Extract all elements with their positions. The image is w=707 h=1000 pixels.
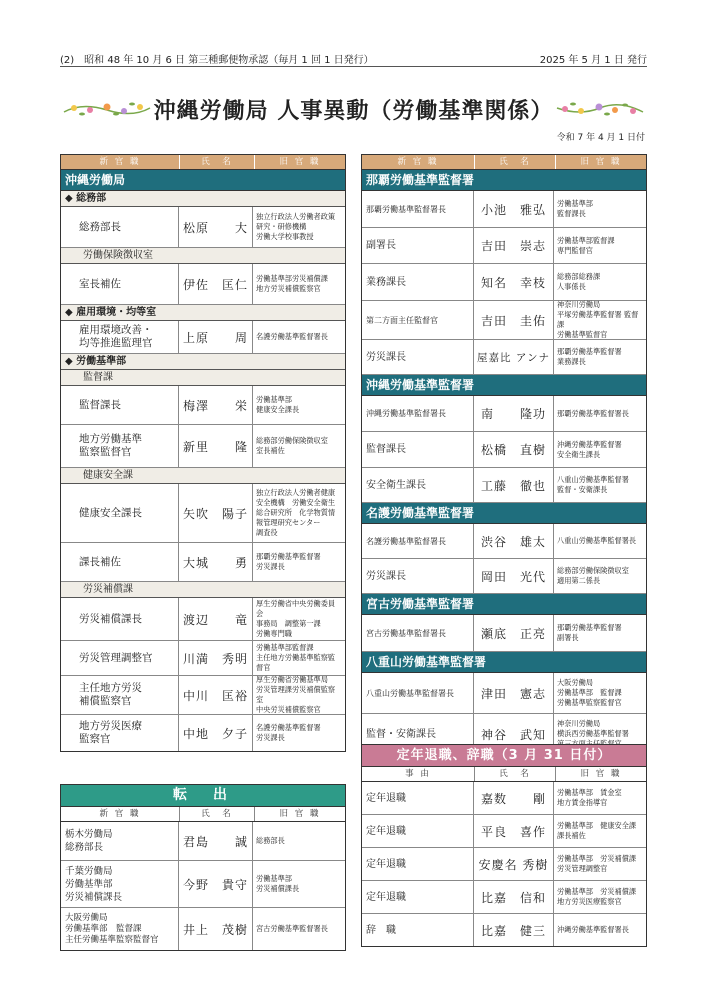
table-row: 健康安全課長 矢吹 陽子 独立行政法人労働者健康安全機構 労働安全衛生総合研究所 化学物質情報管理研究センター 調査役 xyxy=(61,484,345,543)
table-row: 地方労災医療 監察官 中地 夕子 名護労働基準監督署 労災課長 xyxy=(61,715,345,751)
right-appointment-table xyxy=(361,154,647,755)
table-row: 監督課長 梅澤 栄 労働基準部 健康安全課長 xyxy=(61,386,345,425)
table-row: 労災課長 屋嘉比 アンナ 那覇労働基準監督署 業務課長 xyxy=(362,340,646,375)
table-row: 辞 職 比嘉 健三 沖縄労働基準監督署長 xyxy=(362,914,646,946)
dept-labour-standards: ◆ 労働基準部 xyxy=(61,354,345,370)
table-row: 那覇労働基準監督署長 小池 雅弘 労働基準部 監督課長 xyxy=(362,191,646,228)
table-row: 労災補償課長 渡辺 竜 厚生労働省中央労働委員会 事務局 調整第一課 労働専門職 xyxy=(61,598,345,641)
table-header: 新 官 職 氏 名 旧 官 職 xyxy=(61,155,345,170)
transfer-table xyxy=(60,784,346,951)
left-appointment-table xyxy=(60,154,346,752)
table-row: 宮古労働基準監督署長 瀬底 正亮 那覇労働基準監督署 副署長 xyxy=(362,615,646,652)
table-row: 雇用環境改善・ 均等推進監理官 上原 周 名護労働基準監督署長 xyxy=(61,321,345,354)
office-miyako: 宮古労働基準監督署 xyxy=(362,594,646,615)
division-supervision: 監督課 xyxy=(61,370,345,386)
effective-date: 令和 7 年 4 月 1 日付 xyxy=(556,133,645,143)
retirement-title: 定年退職、辞職（3 月 31 日付） xyxy=(362,745,646,767)
table-row: 課長補佐 大城 勇 那覇労働基準監督署 労災課長 xyxy=(61,543,345,582)
table-row: 総務部長 松原 大 独立行政法人労働者政策研究・研修機構 労働大学校事教授 xyxy=(61,207,345,248)
table-header: 事 由 氏 名 旧 官 職 xyxy=(362,767,646,782)
office-insurance-collection: 労働保険徴収室 xyxy=(61,248,345,264)
transfer-title: 転 出 xyxy=(61,785,345,807)
table-row: 八重山労働基準監督署長 津田 憲志 大阪労働局 労働基準部 監督課 労働基準監察監督官 xyxy=(362,673,646,714)
table-row: 副署長 吉田 崇志 労働基準部監督課 専門監督官 xyxy=(362,228,646,264)
table-row: 定年退職 比嘉 信和 労働基準部 労災補償課 地方労災医療監察官 xyxy=(362,881,646,914)
table-row: 業務課長 知名 幸枝 総務部総務課 人事係長 xyxy=(362,264,646,301)
table-row: 労災課長 岡田 光代 総務部労働保険徴収室 適用第二係長 xyxy=(362,559,646,594)
table-row: 定年退職 嘉数 剛 労働基準部 賃金室 地方賃金指導官 xyxy=(362,782,646,815)
office-nago: 名護労働基準監督署 xyxy=(362,503,646,524)
table-row: 主任地方労災 補償監察官 中川 匡裕 厚生労働省労働基準局 労災管理課労災補償監察室 中央労災補償監察官 xyxy=(61,676,345,715)
flower-ornament-icon xyxy=(555,98,645,120)
table-header: 新 官 職 氏 名 旧 官 職 xyxy=(61,807,345,822)
office-naha: 那覇労働基準監督署 xyxy=(362,170,646,191)
header-rule xyxy=(60,66,647,67)
section-okinawa-labour-bureau: 沖縄労働局 xyxy=(61,170,345,191)
retirement-table xyxy=(361,744,647,947)
header-right: 2025 年 5 月 1 日 発行 xyxy=(539,55,647,66)
table-row: 定年退職 安慶名 秀樹 労働基準部 労災補償課 労災管理調整官 xyxy=(362,848,646,881)
dept-employment-environment: ◆ 雇用環境・均等室 xyxy=(61,305,345,321)
dept-general-affairs: ◆ 総務部 xyxy=(61,191,345,207)
table-row: 監督・安衛課長 神谷 武知 神奈川労働局 横浜西労働基準監督署 xyxy=(362,714,646,754)
table-row: 安全衛生課長 工藤 徹也 八重山労働基準監督署 監督・安衛課長 xyxy=(362,468,646,503)
table-row: 監督課長 松橋 直樹 沖縄労働基準監督署 安全衛生課長 xyxy=(362,432,646,468)
header-left: (2) 昭和 48 年 10 月 6 日 第三種郵便物承認（毎月 1 回 1 日発行） xyxy=(60,55,374,66)
table-header: 新 官 職 氏 名 旧 官 職 xyxy=(362,155,646,170)
page-header xyxy=(60,51,647,66)
table-row: 地方労働基準 監察監督官 新里 隆 総務部労働保険徴収室 室長補佐 xyxy=(61,425,345,468)
division-workers-compensation: 労災補償課 xyxy=(61,582,345,598)
table-row: 沖縄労働基準監督署長 南 隆功 那覇労働基準監督署長 xyxy=(362,396,646,432)
office-okinawa: 沖縄労働基準監督署 xyxy=(362,375,646,396)
table-row: 定年退職 平良 喜作 労働基準部 健康安全課 課長補佐 xyxy=(362,815,646,848)
table-row: 千葉労働局 労働基準部 労災補償課長 今野 貴守 労働基準部 労災補償課長 xyxy=(61,861,345,908)
table-row: 大阪労働局 労働基準部 監督課 主任労働基準監察監督官 井上 茂樹 宮古労働基準監督署長 xyxy=(61,908,345,950)
division-health-safety: 健康安全課 xyxy=(61,468,345,484)
table-row: 名護労働基準監督署長 渋谷 雄太 八重山労働基準監督署長 xyxy=(362,524,646,559)
table-row: 室長補佐 伊佐 匡仁 労働基準部労災補償課 地方労災補償監察官 xyxy=(61,264,345,305)
table-row: 労災管理調整官 川満 秀明 労働基準部監督課 主任地方労働基準監察監督官 xyxy=(61,641,345,676)
table-row: 栃木労働局 総務部長 君島 誠 総務部長 xyxy=(61,822,345,861)
table-row: 第二方面主任監督官 吉田 圭佑 神奈川労働局 平塚労働基準監督署 監督課 労働基準監督官 xyxy=(362,301,646,340)
office-yaeyama: 八重山労働基準監督署 xyxy=(362,652,646,673)
page-title: 沖縄労働局 人事異動（労働基準関係） xyxy=(153,98,554,124)
